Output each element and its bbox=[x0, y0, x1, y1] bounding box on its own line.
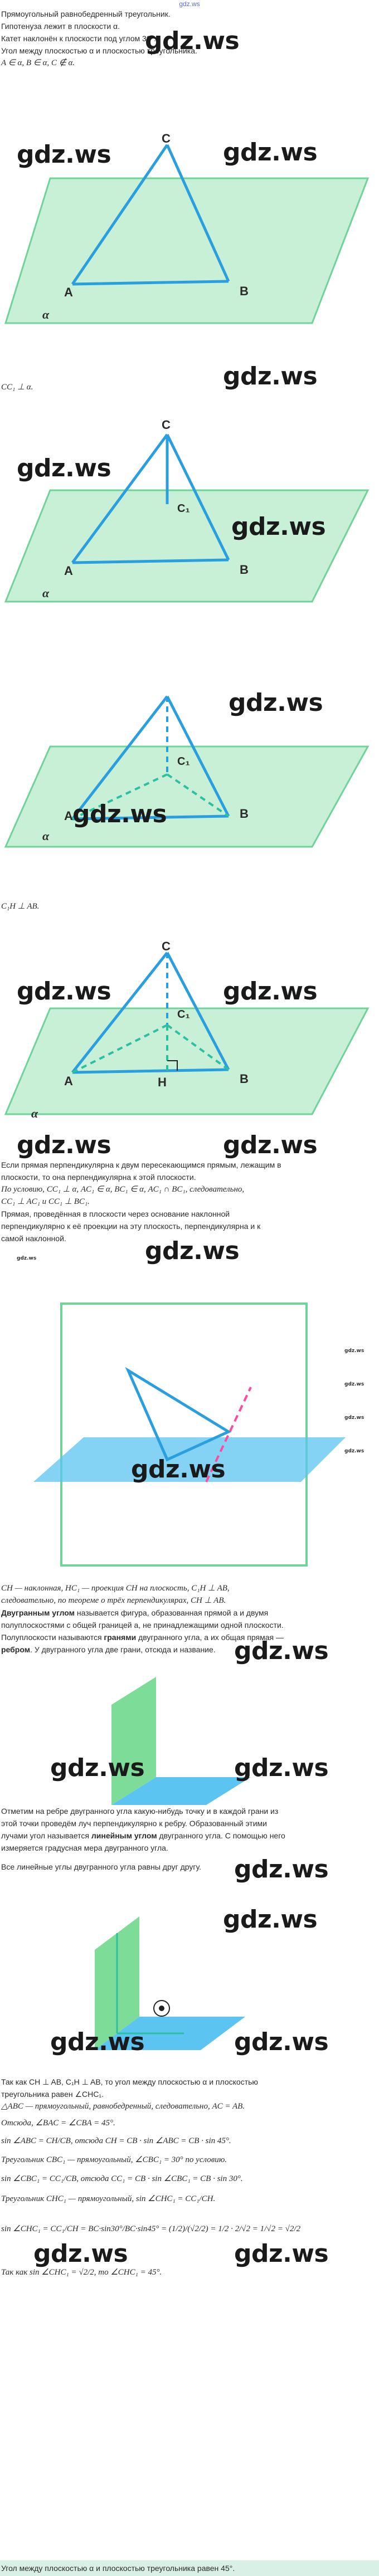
figure-three-perpendiculars bbox=[0, 941, 379, 1142]
label-c1: C₁ bbox=[177, 755, 190, 768]
term: гранями bbox=[104, 1633, 137, 1642]
watermark: gdz.ws bbox=[72, 800, 167, 828]
text-fragment: . У двугранного угла две грани, отсюда и название. bbox=[30, 1645, 216, 1654]
label-alpha: α bbox=[31, 1106, 38, 1120]
math-line: A ∈ α, B ∈ α, C ∉ α. bbox=[1, 58, 75, 67]
text-line: полуплоскостями с общей границей a, не принадлежащими одной плоскости. bbox=[1, 1621, 284, 1629]
watermark: gdz.ws bbox=[145, 27, 240, 55]
label-h: H bbox=[158, 1075, 167, 1089]
watermark: gdz.ws bbox=[17, 1131, 111, 1159]
text-line: треугольника равен ∠CHC₁. bbox=[1, 2090, 104, 2099]
watermark: gdz.ws bbox=[234, 2028, 329, 2056]
text-fragment: двугранного угла, а их общая прямая — bbox=[136, 1633, 284, 1642]
label-a: A bbox=[64, 285, 73, 299]
label-c1: C₁ bbox=[177, 502, 190, 515]
math-line: Так как sin ∠CHC₁ = √2/2, то ∠CHC₁ = 45°. bbox=[1, 2268, 162, 2277]
text-line: плоскости, то она перпендикулярна к этой плоскости. bbox=[1, 1173, 196, 1182]
text-line: Прямоугольный равнобедренный треугольник. bbox=[1, 9, 171, 18]
watermark: gdz.ws bbox=[17, 140, 111, 169]
watermark: gdz.ws bbox=[223, 977, 318, 1006]
watermark: gdz.ws bbox=[223, 1131, 318, 1159]
answer-text: Угол между плоскостью α и плоскостью треугольника равен 45°. bbox=[1, 2564, 235, 2573]
watermark: gdz.ws bbox=[223, 1905, 318, 1934]
label-a: A bbox=[64, 809, 73, 823]
math-line: Треугольник CHC₁ — прямоугольный, sin ∠CHC₁ = CC₁/CH. bbox=[1, 2194, 216, 2203]
vertical-plane bbox=[61, 1304, 307, 1565]
watermark-small: gdz.ws bbox=[17, 1256, 37, 1261]
text-line: перпендикулярно к её проекции на эту плоскость, перпендикулярна и к bbox=[1, 1222, 261, 1231]
watermark: gdz.ws bbox=[223, 138, 318, 167]
text-line: Так как CH ⊥ AB, C₁H ⊥ AB, то угол между плоскостью α и плоскостью bbox=[1, 2077, 258, 2086]
text-line bbox=[1, 1643, 216, 1656]
label-b: B bbox=[240, 807, 249, 821]
label-b: B bbox=[240, 284, 249, 298]
watermark: gdz.ws bbox=[223, 362, 318, 391]
label-c1: C₁ bbox=[177, 1008, 190, 1021]
text-line: Отметим на ребре двугранного угла какую-нибудь точку и в каждой грани из bbox=[1, 1807, 279, 1816]
watermark: gdz.ws bbox=[234, 1754, 329, 1782]
text-line: Если прямая перпендикулярна к двум пересекающимся прямым, лежащим в bbox=[1, 1160, 281, 1169]
label-a: A bbox=[64, 1074, 73, 1088]
term: Двугранным углом bbox=[1, 1608, 75, 1617]
text-fragment: называется фигура, образованная прямой a и двумя bbox=[75, 1608, 269, 1617]
watermark: gdz.ws bbox=[131, 1455, 226, 1484]
plane-alpha bbox=[6, 178, 368, 323]
plane-alpha bbox=[6, 1008, 368, 1114]
watermark: gdz.ws bbox=[50, 2028, 145, 2056]
label-alpha: α bbox=[42, 586, 50, 600]
watermark: gdz.ws bbox=[231, 513, 326, 541]
math-line: По условию, CC₁ ⊥ α, AC₁ ∈ α, BC₁ ∈ α, AC₁ ∩ BC₁, следовательно, bbox=[1, 1185, 245, 1194]
label-c: C bbox=[162, 418, 171, 432]
text-fragment: Полуплоскости называются bbox=[1, 1633, 104, 1642]
label-b: B bbox=[240, 1072, 249, 1086]
figure-3d-drawing bbox=[0, 1270, 379, 1571]
text-line: самой наклонной. bbox=[1, 1234, 66, 1243]
text-line: этой точки проведём луч перпендикулярно к ребру. Образованный этими bbox=[1, 1819, 267, 1828]
math-line: sin ∠ABC = CH/CB, отсюда CH = CB · sin ∠ABC = CB · sin 45°. bbox=[1, 2136, 231, 2145]
label-c: C bbox=[162, 939, 171, 953]
vertex-point bbox=[159, 2006, 164, 2011]
text-line: Прямая, проведённая в плоскости через основание наклонной bbox=[1, 1209, 230, 1218]
math-line: следовательно, по теореме о трёх перпендикулярах, CH ⊥ AB. bbox=[1, 1596, 226, 1605]
math-line: Отсюда, ∠BAC = ∠CBA = 45°. bbox=[1, 2119, 115, 2128]
text-line: Все линейные углы двугранного угла равны друг другу. bbox=[1, 1862, 201, 1871]
math-line: sin ∠CHC₁ = CC₁/CH = BC·sin30°/BC·sin45° = (1/2)/(√2/2) = 1/2 · 2/√2 = 1/√2 = √2/2 bbox=[1, 2224, 301, 2233]
label-alpha: α bbox=[42, 829, 50, 843]
math-line: CC₁ ⊥ α. bbox=[1, 383, 33, 392]
watermark: gdz.ws bbox=[234, 1637, 329, 1665]
text-line: измеряется градусная мера двугранного угла. bbox=[1, 1843, 168, 1852]
watermark: gdz.ws bbox=[50, 1754, 145, 1782]
math-line: CC₁ ⊥ AC₁ и CC₁ ⊥ BC₁. bbox=[1, 1197, 90, 1206]
text-fragment: лучами угол называется bbox=[1, 1831, 91, 1840]
text-line: Гипотенуза лежит в плоскости α. bbox=[1, 22, 120, 31]
watermark-small: gdz.ws bbox=[344, 1382, 365, 1387]
watermark: gdz.ws bbox=[17, 977, 111, 1006]
term: линейным углом bbox=[91, 1831, 157, 1840]
math-line: Треугольник CBC₁ — прямоугольный, ∠CBC₁ = 30° по условию. bbox=[1, 2155, 227, 2164]
label-alpha: α bbox=[42, 308, 50, 321]
math-line: CH — наклонная, HC₁ — проекция CH на плоскость, C₁H ⊥ AB, bbox=[1, 1584, 230, 1593]
math-line: sin ∠CBC₁ = CC₁/CB, отсюда CC₁ = CB · sin ∠CBC₁ = CB · sin 30°. bbox=[1, 2174, 243, 2183]
text-line bbox=[1, 1829, 285, 1842]
label-c: C bbox=[162, 131, 171, 145]
math-line: C₁H ⊥ AB. bbox=[1, 902, 40, 911]
watermark: gdz.ws bbox=[234, 2240, 329, 2268]
page-header-link[interactable]: gdz.ws bbox=[179, 0, 200, 8]
text-line bbox=[1, 1607, 268, 1619]
watermark: gdz.ws bbox=[33, 2240, 128, 2268]
watermark: gdz.ws bbox=[229, 689, 323, 717]
figure-dihedral-angle bbox=[0, 1666, 379, 1816]
math-line: △ABC — прямоугольный, равнобедренный, следовательно, AC = AB. bbox=[1, 2102, 245, 2111]
watermark-small: gdz.ws bbox=[344, 1348, 365, 1354]
watermark: gdz.ws bbox=[17, 454, 111, 482]
watermark: gdz.ws bbox=[145, 1237, 240, 1265]
text-line: Катет наклонён к плоскости под углом 30°. bbox=[1, 34, 157, 43]
watermark-small: gdz.ws bbox=[344, 1415, 365, 1421]
text-line: Угол между плоскостью α и плоскостью треугольника. bbox=[1, 46, 197, 55]
watermark-small: gdz.ws bbox=[344, 1448, 365, 1454]
term: ребром bbox=[1, 1645, 31, 1654]
answer-highlight bbox=[0, 2560, 379, 2576]
text-fragment: двугранного угла. С помощью него bbox=[157, 1831, 285, 1840]
watermark: gdz.ws bbox=[234, 1855, 329, 1884]
label-b: B bbox=[240, 563, 249, 577]
label-a: A bbox=[64, 564, 73, 578]
